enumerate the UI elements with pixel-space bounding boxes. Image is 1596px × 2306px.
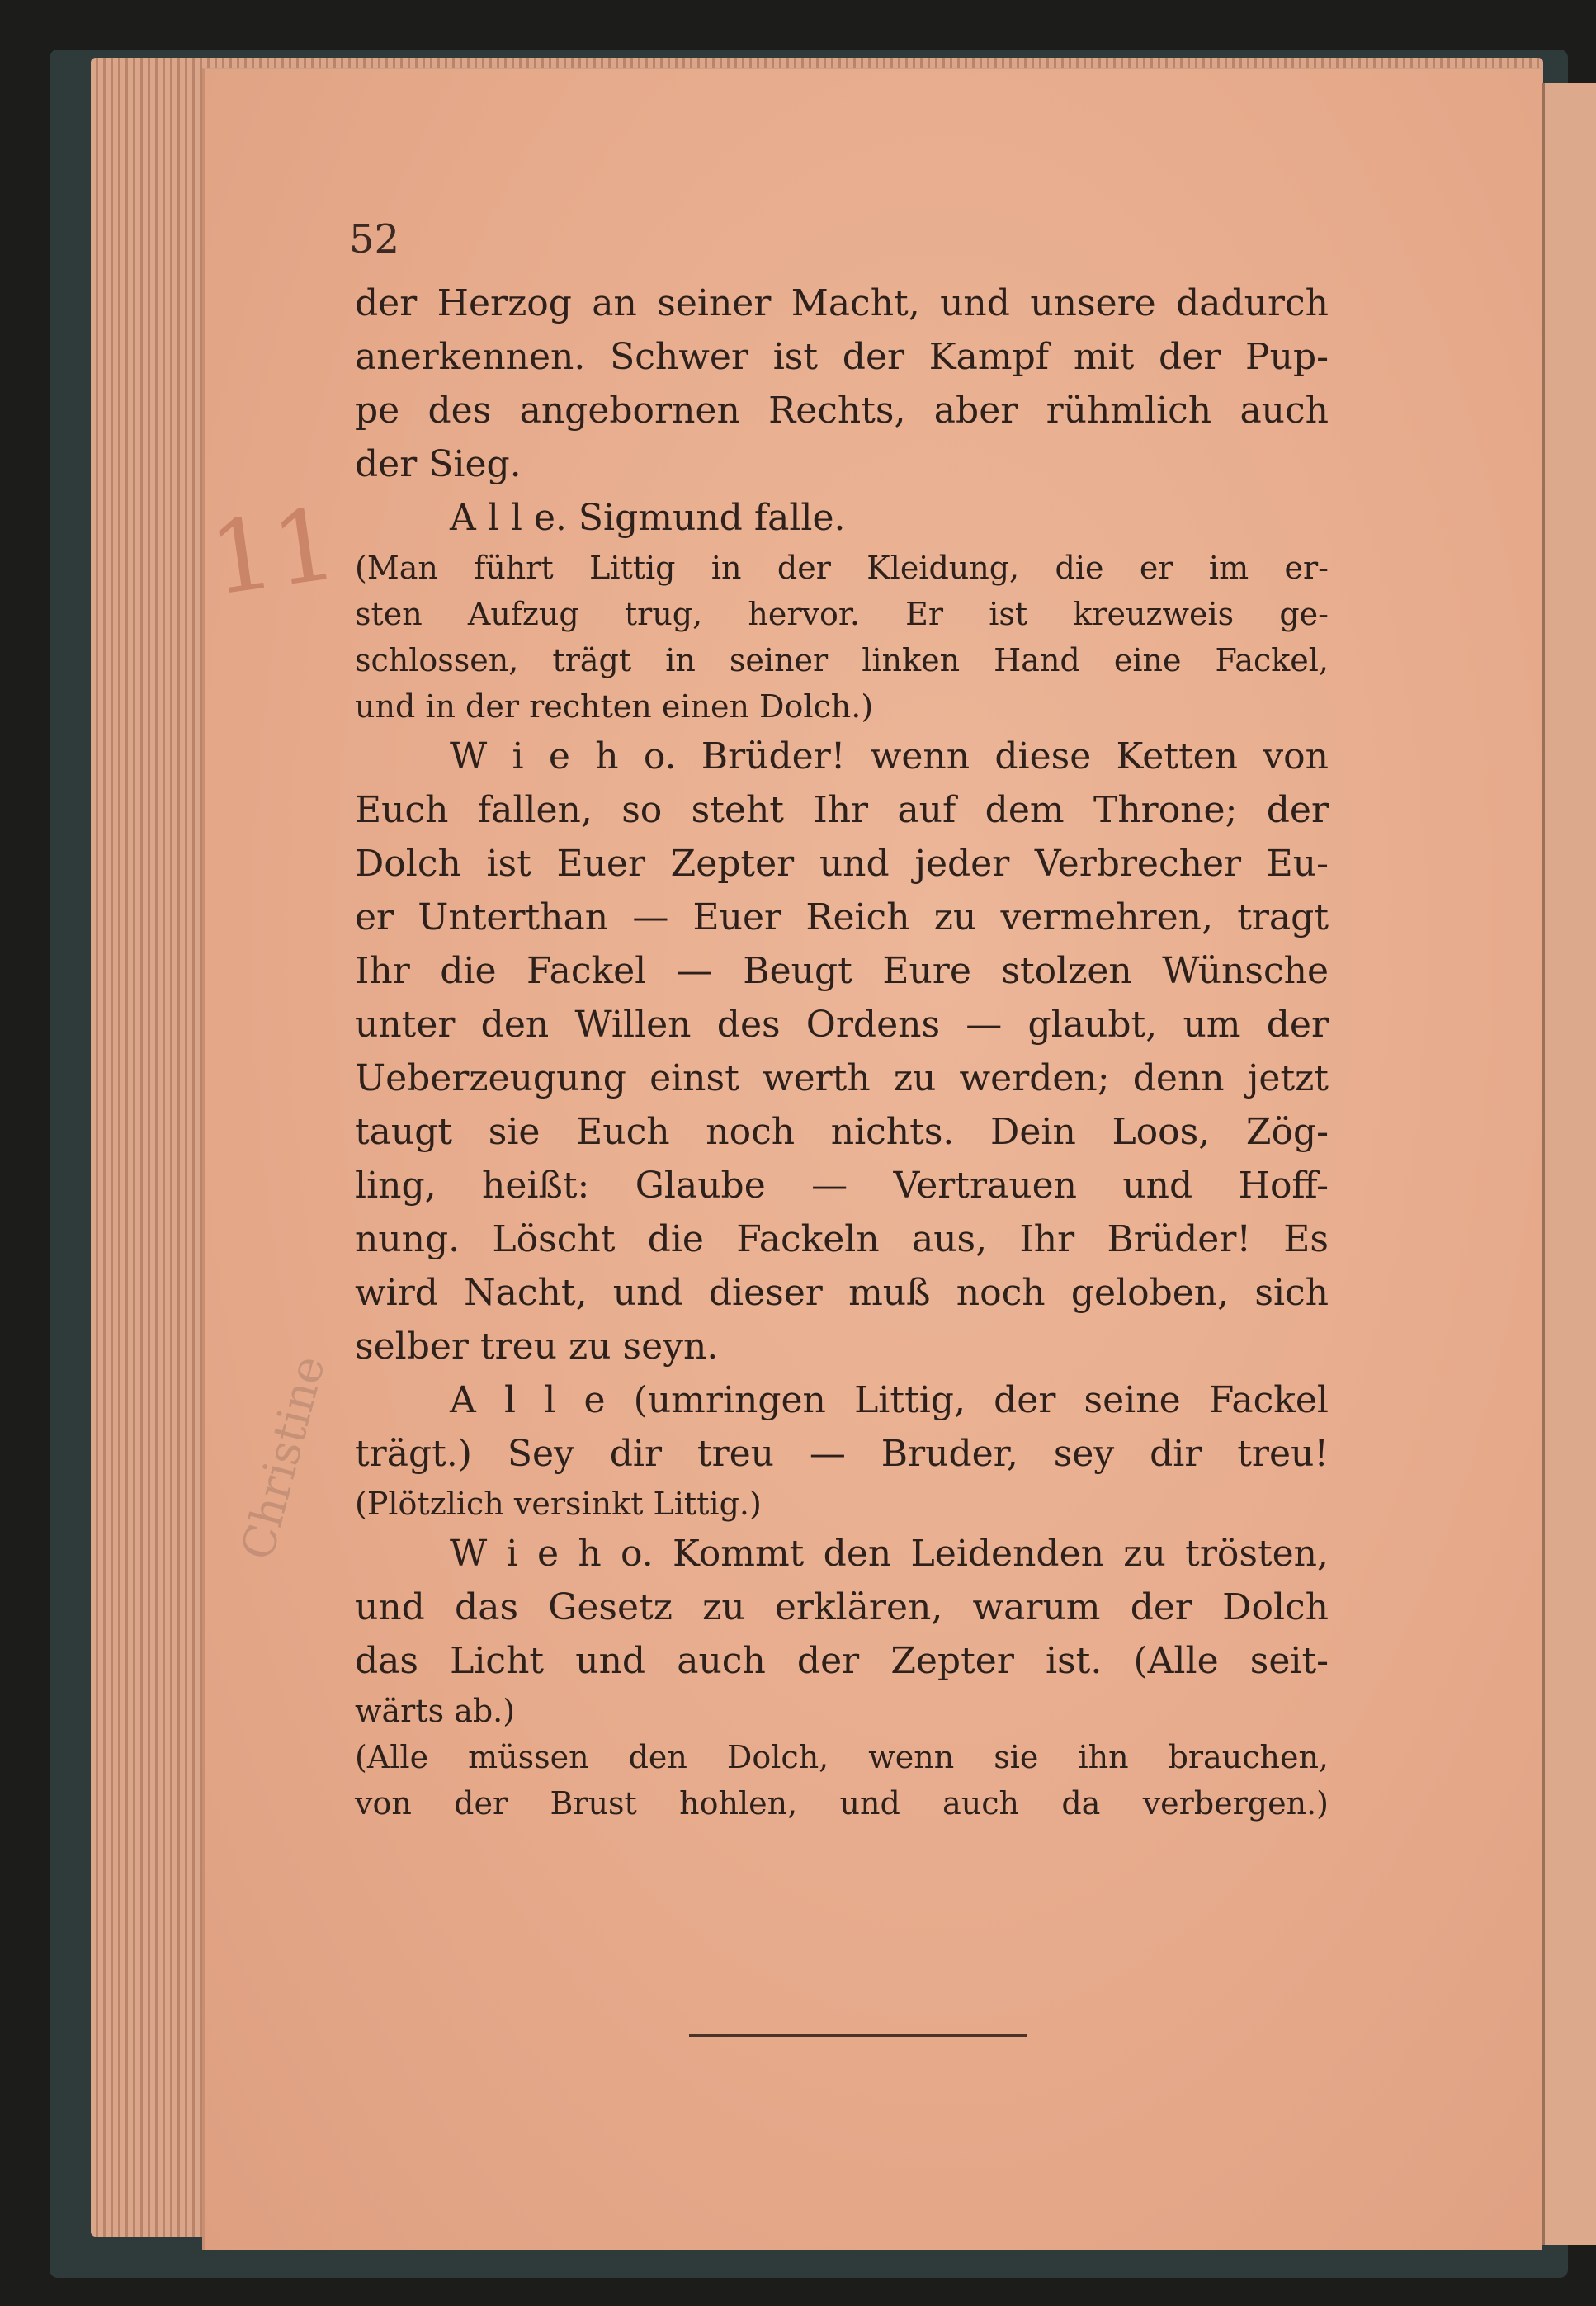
facing-page-edge (1542, 83, 1596, 2245)
text-line: ling, heißt: Glaube — Vertrauen und Hoff- (355, 1165, 1329, 1207)
end-rule (689, 2034, 1027, 2037)
text-line: Dolch ist Euer Zepter und jeder Verbrecher Eu- (355, 843, 1329, 885)
text-line: selber treu zu seyn. (355, 1325, 719, 1368)
text-line: nung. Löscht die Fackeln aus, Ihr Brüder! Es (355, 1218, 1329, 1260)
text-line: das Licht und auch der Zepter ist. (Alle seit- (355, 1640, 1329, 1682)
text-line: (Man führt Littig in der Kleidung, die er im er- (355, 550, 1329, 586)
text-line: Ihr die Fackel — Beugt Eure stolzen Wünsche (355, 950, 1329, 992)
text-line: der Herzog an seiner Macht, und unsere dadurch (355, 282, 1329, 324)
text-line: Ueberzeugung einst werth zu werden; denn jetzt (355, 1057, 1329, 1099)
text-line: W i e h o. Brüder! wenn diese Ketten von (450, 735, 1329, 777)
text-line: unter den Willen des Ordens — glaubt, um der (355, 1004, 1329, 1046)
text-line: und das Gesetz zu erklären, warum der Dolch (355, 1586, 1329, 1628)
margin-scribble: Christine (231, 1349, 336, 1566)
text-line: trägt.) Sey dir treu — Bruder, sey dir treu! (355, 1433, 1329, 1475)
text-line: W i e h o. Kommt den Leidenden zu trösten, (450, 1533, 1329, 1575)
text-line: schlossen, trägt in seiner linken Hand eine Fackel, (355, 642, 1329, 678)
text-line: taugt sie Euch noch nichts. Dein Loos, Zög- (355, 1111, 1329, 1153)
text-line: der Sieg. (355, 443, 522, 485)
text-line: (Plötzlich versinkt Littig.) (355, 1486, 762, 1522)
text-line: Euch fallen, so steht Ihr auf dem Throne; der (355, 789, 1329, 831)
text-line: (Alle müssen den Dolch, wenn sie ihn brauchen, (355, 1739, 1329, 1775)
page-number: 52 (349, 216, 400, 262)
text-line: pe des angebornen Rechts, aber rühmlich auch (355, 390, 1329, 432)
page-text (355, 276, 1329, 1826)
text-line: und in der rechten einen Dolch.) (355, 688, 874, 725)
text-line: A l l e (umringen Littig, der seine Fackel (450, 1379, 1329, 1421)
text-line: anerkennen. Schwer ist der Kampf mit der Pup- (355, 336, 1329, 378)
margin-mark: 11 (203, 487, 344, 618)
text-line: wärts ab.) (355, 1693, 516, 1729)
text-line: von der Brust hohlen, und auch da verbergen.) (355, 1785, 1329, 1822)
text-line: A l l e. Sigmund falle. (450, 497, 846, 539)
text-line: er Unterthan — Euer Reich zu vermehren, tragt (355, 896, 1329, 938)
text-line: wird Nacht, und dieser muß noch geloben, sich (355, 1272, 1329, 1314)
text-line: sten Aufzug trug, hervor. Er ist kreuzweis ge- (355, 596, 1329, 632)
